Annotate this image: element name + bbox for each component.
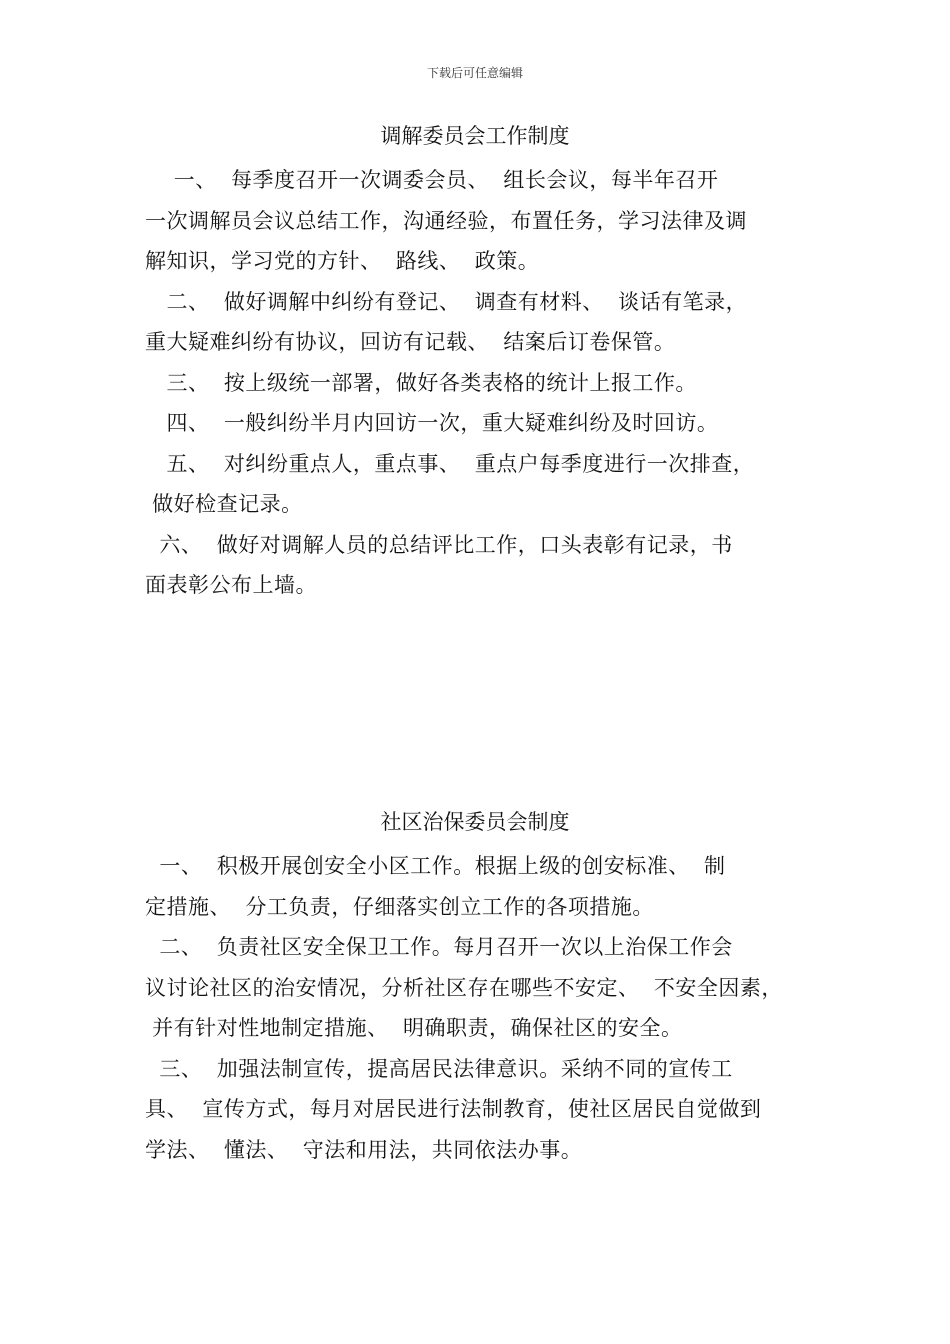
clause-line: 定措施、 分工负责，仔细落实创立工作的各项措施。 [145,894,654,919]
section-security-committee [0,806,950,1170]
clause-line: 具、 宣传方式，每月对居民进行法制教育，使社区居民自觉做到 [145,1097,762,1121]
clause-line: 做好检查记录。 [145,492,303,516]
clause-line: 四、 一般纠纷半月内回访一次，重大疑难纠纷及时回访。 [145,411,719,435]
clause-line: 一次调解员会议总结工作，沟通经验，布置任务，学习法律及调 [145,208,747,233]
clause-1 [145,846,815,927]
clause-line: 六、 做好对调解人员的总结评比工作，口头表彰有记录，书 [145,532,733,557]
clause-1 [145,160,815,282]
clause-6 [145,525,815,606]
clause-line: 三、 按上级统一部署，做好各类表格的统计上报工作。 [145,370,697,395]
header-note: 下载后可任意编辑 [426,66,523,80]
clause-3 [145,1049,815,1171]
clause-line: 一、 积极开展创安全小区工作。根据上级的创安标准、 制 [145,854,726,878]
clause-line: 并有针对性地制定措施、 明确职责，确保社区的安全。 [145,1016,683,1040]
clause-line: 学法、 懂法、 守法和用法，共同依法办事。 [145,1137,583,1162]
clause-line: 二、 负责社区安全保卫工作。每月召开一次以上治保工作会 [145,935,733,959]
clause-line: 五、 对纠纷重点人，重点事、 重点户每季度进行一次排查， [145,451,755,476]
clause-line: 面表彰公布上墙。 [145,573,317,597]
clause-line: 重大疑难纠纷有协议，回访有记载、 结案后订卷保管。 [145,330,676,354]
clause-line: 解知识，学习党的方针、 路线、 政策。 [145,249,540,273]
clause-3 [145,363,815,404]
section-title: 社区治保委员会制度 [380,810,570,834]
clause-line: 三、 加强法制宣传，提高居民法律意识。采纳不同的宣传工 [145,1056,733,1081]
clause-5 [145,444,815,525]
clause-line: 一、 每季度召开一次调委会员、 组长会议，每半年召开 [145,168,719,192]
section-title: 调解委员会工作制度 [380,124,570,148]
clause-line: 二、 做好调解中纠纷有登记、 调查有材料、 谈话有笔录， [145,289,748,314]
clause-2 [145,927,815,1049]
clause-2 [145,282,815,363]
clause-4 [145,403,815,444]
section-mediation-committee [0,120,950,606]
clause-line: 议讨论社区的治安情况，分析社区存在哪些不安定、 不安全因素， [145,975,783,1000]
